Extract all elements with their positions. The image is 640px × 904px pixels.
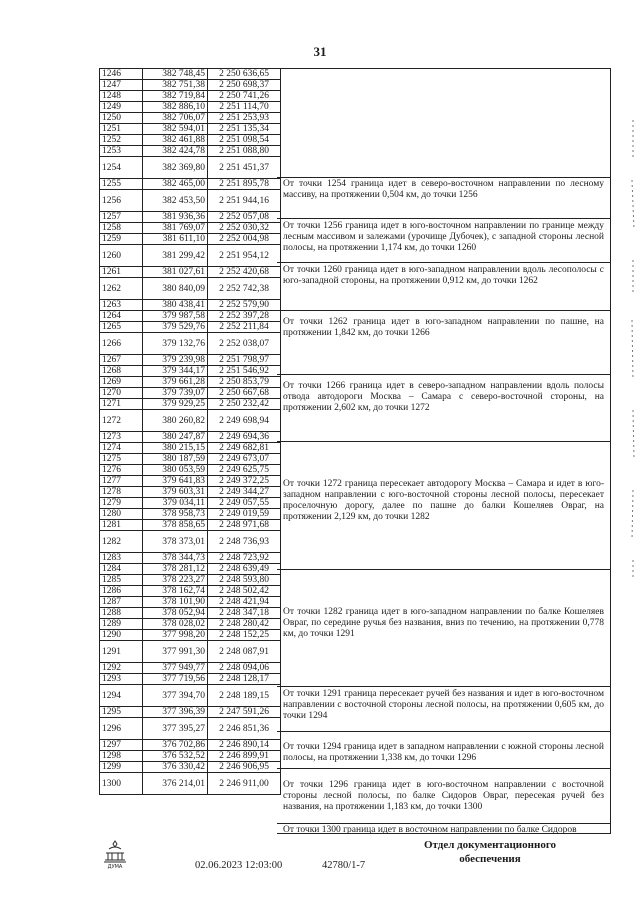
coord-x: 382 719,84	[143, 91, 208, 102]
coord-x: 376 330,42	[143, 762, 208, 773]
table-row	[100, 685, 281, 707]
table-row	[100, 773, 281, 795]
coord-x: 377 998,20	[143, 630, 208, 641]
point-number: 1246	[100, 69, 143, 80]
coord-y: 2 252 038,07	[208, 333, 281, 355]
coord-y: 2 251 088,80	[208, 146, 281, 157]
row-separator	[277, 310, 610, 311]
coord-y: 2 249 625,75	[208, 465, 281, 476]
coord-x: 379 344,17	[143, 366, 208, 377]
coord-x: 381 611,10	[143, 234, 208, 245]
coord-x: 377 991,30	[143, 641, 208, 663]
coord-x: 378 052,94	[143, 608, 208, 619]
point-number: 1250	[100, 113, 143, 124]
point-number: 1275	[100, 454, 143, 465]
coord-y: 2 246 911,00	[208, 773, 281, 795]
point-number: 1252	[100, 135, 143, 146]
coord-x: 378 958,73	[143, 509, 208, 520]
table-row	[100, 124, 281, 135]
table-row	[100, 377, 281, 388]
coord-x: 381 769,07	[143, 223, 208, 234]
coord-y: 2 249 694,36	[208, 432, 281, 443]
table-row	[100, 619, 281, 630]
point-number: 1282	[100, 531, 143, 553]
table-row	[100, 487, 281, 498]
coord-x: 380 215,15	[143, 443, 208, 454]
table-row	[100, 212, 281, 223]
duma-logo-icon	[102, 840, 128, 870]
coord-y: 2 251 098,54	[208, 135, 281, 146]
point-number: 1266	[100, 333, 143, 355]
coord-x: 380 247,87	[143, 432, 208, 443]
coord-y: 2 249 673,07	[208, 454, 281, 465]
table-row	[100, 509, 281, 520]
point-number: 1271	[100, 399, 143, 410]
coord-x: 380 840,09	[143, 278, 208, 300]
row-separator	[277, 768, 610, 769]
point-number: 1258	[100, 223, 143, 234]
coord-x: 382 751,38	[143, 80, 208, 91]
coord-x: 380 260,82	[143, 410, 208, 432]
row-separator	[277, 218, 610, 219]
table-row	[100, 641, 281, 663]
table-row	[100, 91, 281, 102]
coord-x: 378 223,27	[143, 575, 208, 586]
coord-x: 379 529,76	[143, 322, 208, 333]
table-row	[100, 674, 281, 685]
coord-x: 382 461,88	[143, 135, 208, 146]
coord-y: 2 248 152,25	[208, 630, 281, 641]
logo-text: ДУМА	[107, 864, 123, 870]
page-number: 31	[313, 44, 327, 59]
coord-x: 378 281,12	[143, 564, 208, 575]
table-row	[100, 575, 281, 586]
coord-y: 2 248 347,18	[208, 608, 281, 619]
table-row	[100, 179, 281, 190]
point-number: 1263	[100, 300, 143, 311]
table-row	[100, 157, 281, 179]
point-number: 1247	[100, 80, 143, 91]
table-row	[100, 531, 281, 553]
point-number: 1295	[100, 707, 143, 718]
boundary-description: От точки 1291 граница пересекает ручей без названия и идет в юго-восточном направлении с восточной стороны лесной полосы, на протяжении 0,605 км, до точки 1294	[283, 689, 604, 721]
coord-x: 380 187,59	[143, 454, 208, 465]
table-row	[100, 234, 281, 245]
row-separator	[277, 374, 610, 375]
coord-y: 2 246 899,91	[208, 751, 281, 762]
table-row	[100, 630, 281, 641]
point-number: 1273	[100, 432, 143, 443]
description-column	[277, 68, 611, 834]
table-row	[100, 135, 281, 146]
coord-y: 2 250 667,68	[208, 388, 281, 399]
coord-y: 2 248 087,91	[208, 641, 281, 663]
coord-x: 380 438,41	[143, 300, 208, 311]
coord-x: 382 706,07	[143, 113, 208, 124]
coord-x: 379 034,11	[143, 498, 208, 509]
coord-x: 382 369,80	[143, 157, 208, 179]
coord-y: 2 250 741,26	[208, 91, 281, 102]
point-number: 1251	[100, 124, 143, 135]
table-row	[100, 586, 281, 597]
coord-y: 2 251 546,92	[208, 366, 281, 377]
coord-y: 2 250 698,37	[208, 80, 281, 91]
coord-y: 2 248 421,94	[208, 597, 281, 608]
coord-y: 2 252 420,68	[208, 267, 281, 278]
coord-y: 2 249 019,59	[208, 509, 281, 520]
table-row	[100, 366, 281, 377]
stamp-line-1: Отдел документационного	[423, 839, 557, 851]
coord-x: 382 748,45	[143, 69, 208, 80]
table-row	[100, 564, 281, 575]
point-number: 1297	[100, 740, 143, 751]
point-number: 1267	[100, 355, 143, 366]
table-row	[100, 311, 281, 322]
table-row	[100, 333, 281, 355]
point-number: 1278	[100, 487, 143, 498]
coord-y: 2 246 890,14	[208, 740, 281, 751]
boundary-description: От точки 1272 граница пересекает автодорогу Москва – Самара и идет в юго-западном направлении с юго-восточной стороны лесной полосы, пересекает проселочную дорогу, далее по пашне до балки Кошеляев Овраг, на протяжении 2,129 км, до точки 1282	[283, 479, 604, 522]
coord-y: 2 247 591,26	[208, 707, 281, 718]
table-row	[100, 476, 281, 487]
table-row	[100, 190, 281, 212]
point-number: 1261	[100, 267, 143, 278]
point-number: 1298	[100, 751, 143, 762]
coord-y: 2 248 128,17	[208, 674, 281, 685]
point-number: 1290	[100, 630, 143, 641]
point-number: 1292	[100, 663, 143, 674]
point-number: 1264	[100, 311, 143, 322]
boundary-description: От точки 1260 граница идет в юго-западном направлении вдоль лесополосы с юго-западной стороны, на протяжении 0,912 км, до точки 1262	[283, 265, 604, 286]
coord-y: 2 252 030,32	[208, 223, 281, 234]
table-row	[100, 608, 281, 619]
coord-y: 2 248 094,06	[208, 663, 281, 674]
coord-x: 379 603,31	[143, 487, 208, 498]
point-number: 1262	[100, 278, 143, 300]
point-number: 1260	[100, 245, 143, 267]
point-number: 1249	[100, 102, 143, 113]
point-number: 1265	[100, 322, 143, 333]
point-number: 1284	[100, 564, 143, 575]
table-row	[100, 245, 281, 267]
table-row	[100, 740, 281, 751]
coord-y: 2 252 211,84	[208, 322, 281, 333]
coord-x: 381 027,61	[143, 267, 208, 278]
coord-x: 379 661,28	[143, 377, 208, 388]
table-row	[100, 146, 281, 157]
coord-x: 379 641,83	[143, 476, 208, 487]
row-separator	[277, 177, 610, 178]
margin-marks	[630, 120, 636, 580]
point-number: 1296	[100, 718, 143, 740]
coord-y: 2 252 004,98	[208, 234, 281, 245]
coord-y: 2 248 189,15	[208, 685, 281, 707]
table-row	[100, 707, 281, 718]
table-row	[100, 454, 281, 465]
coord-y: 2 248 502,42	[208, 586, 281, 597]
table-row	[100, 278, 281, 300]
coord-x: 379 987,58	[143, 311, 208, 322]
table-row	[100, 355, 281, 366]
boundary-description: От точки 1300 граница идет в восточном направлении по балке Сидоров	[283, 825, 577, 835]
point-number: 1279	[100, 498, 143, 509]
point-number: 1274	[100, 443, 143, 454]
point-number: 1257	[100, 212, 143, 223]
table-row	[100, 300, 281, 311]
row-separator	[277, 441, 610, 442]
coord-x: 377 395,27	[143, 718, 208, 740]
point-number: 1294	[100, 685, 143, 707]
point-number: 1253	[100, 146, 143, 157]
coord-y: 2 250 636,65	[208, 69, 281, 80]
coord-y: 2 251 253,93	[208, 113, 281, 124]
coord-y: 2 249 372,25	[208, 476, 281, 487]
table-row	[100, 597, 281, 608]
point-number: 1272	[100, 410, 143, 432]
coord-y: 2 252 397,28	[208, 311, 281, 322]
boundary-description: От точки 1262 граница идет в юго-западном направлении по пашне, на протяжении 1,842 км, до точки 1266	[283, 317, 604, 338]
point-number: 1291	[100, 641, 143, 663]
table-row	[100, 322, 281, 333]
coord-x: 379 929,25	[143, 399, 208, 410]
coord-y: 2 252 057,08	[208, 212, 281, 223]
coord-y: 2 251 798,97	[208, 355, 281, 366]
coord-x: 377 394,70	[143, 685, 208, 707]
coord-y: 2 249 344,27	[208, 487, 281, 498]
boundary-description: От точки 1294 граница идет в западном направлении с южной стороны лесной полосы, на протяжении 1,338 км, до точки 1296	[283, 742, 604, 763]
point-number: 1283	[100, 553, 143, 564]
point-number: 1288	[100, 608, 143, 619]
coord-y: 2 248 639,49	[208, 564, 281, 575]
coord-y: 2 248 971,68	[208, 520, 281, 531]
coord-y: 2 249 682,81	[208, 443, 281, 454]
point-number: 1277	[100, 476, 143, 487]
coord-x: 377 949,77	[143, 663, 208, 674]
point-number: 1259	[100, 234, 143, 245]
coord-y: 2 251 114,70	[208, 102, 281, 113]
coord-y: 2 251 944,16	[208, 190, 281, 212]
point-number: 1281	[100, 520, 143, 531]
coord-x: 378 858,65	[143, 520, 208, 531]
table-row	[100, 432, 281, 443]
row-separator	[277, 262, 610, 263]
coordinates-table	[99, 68, 281, 795]
coord-x: 378 162,74	[143, 586, 208, 597]
row-separator	[277, 686, 610, 687]
coord-x: 378 028,02	[143, 619, 208, 630]
row-separator	[277, 569, 610, 570]
coord-y: 2 249 057,55	[208, 498, 281, 509]
coord-x: 378 373,01	[143, 531, 208, 553]
boundary-description: От точки 1256 граница идет в юго-восточном направлении по границе между лесным массивом и залежами (урочище Дубочек), с западной стороны лесной полосы, на протяжении 1,174 км, до точки 1260	[283, 221, 604, 253]
table-row	[100, 553, 281, 564]
table-row	[100, 223, 281, 234]
table-row	[100, 388, 281, 399]
coord-x: 382 886,10	[143, 102, 208, 113]
boundary-description: От точки 1266 граница идет в северо-западном направлении вдоль полосы отвода автодороги Москва – Самара с северо-восточной стороны, на протяжении 2,602 км, до точки 1272	[283, 381, 604, 413]
department-stamp	[405, 838, 575, 866]
coord-y: 2 250 232,42	[208, 399, 281, 410]
row-separator	[277, 731, 610, 732]
coord-y: 2 246 851,36	[208, 718, 281, 740]
coord-x: 382 594,01	[143, 124, 208, 135]
table-row	[100, 267, 281, 278]
table-row	[100, 498, 281, 509]
coord-y: 2 250 853,79	[208, 377, 281, 388]
coord-x: 382 424,78	[143, 146, 208, 157]
coord-y: 2 249 698,94	[208, 410, 281, 432]
coord-y: 2 251 954,12	[208, 245, 281, 267]
coord-x: 380 053,59	[143, 465, 208, 476]
footer-date: 02.06.2023 12:03:00	[195, 860, 283, 871]
point-number: 1286	[100, 586, 143, 597]
coord-y: 2 248 593,80	[208, 575, 281, 586]
coord-y: 2 251 135,34	[208, 124, 281, 135]
coord-x: 376 532,52	[143, 751, 208, 762]
coord-x: 381 936,36	[143, 212, 208, 223]
table-row	[100, 113, 281, 124]
table-row	[100, 663, 281, 674]
point-number: 1270	[100, 388, 143, 399]
point-number: 1269	[100, 377, 143, 388]
point-number: 1285	[100, 575, 143, 586]
point-number: 1287	[100, 597, 143, 608]
coord-y: 2 252 579,90	[208, 300, 281, 311]
point-number: 1293	[100, 674, 143, 685]
coord-x: 381 299,42	[143, 245, 208, 267]
coord-x: 382 453,50	[143, 190, 208, 212]
coord-y: 2 248 723,92	[208, 553, 281, 564]
footer-code: 42780/1-7	[322, 860, 366, 871]
coord-x: 379 132,76	[143, 333, 208, 355]
coord-y: 2 251 451,37	[208, 157, 281, 179]
coord-x: 378 344,73	[143, 553, 208, 564]
row-separator	[277, 823, 610, 824]
coord-x: 377 719,56	[143, 674, 208, 685]
boundary-description: От точки 1282 граница идет в юго-западном направлении по балке Кошеляев Овраг, по середине ручья без названия, вниз по течению, на протяжении 0,778 км, до точки 1291	[283, 607, 604, 639]
table-row	[100, 465, 281, 476]
table-row	[100, 102, 281, 113]
table-row	[100, 520, 281, 531]
table-row	[100, 718, 281, 740]
point-number: 1254	[100, 157, 143, 179]
point-number: 1248	[100, 91, 143, 102]
point-number: 1280	[100, 509, 143, 520]
boundary-description: От точки 1296 граница идет в юго-восточном направлении с восточной стороны лесной полосы, по балке Сидоров Овраг, пересекая ручей без названия, на протяжении 1,183 км, до точки 1300	[283, 780, 604, 812]
point-number: 1255	[100, 179, 143, 190]
point-number: 1276	[100, 465, 143, 476]
coord-x: 382 465,00	[143, 179, 208, 190]
point-number: 1299	[100, 762, 143, 773]
coord-y: 2 252 742,38	[208, 278, 281, 300]
coord-y: 2 251 895,78	[208, 179, 281, 190]
point-number: 1256	[100, 190, 143, 212]
table-row	[100, 399, 281, 410]
table-row	[100, 410, 281, 432]
coord-y: 2 248 736,93	[208, 531, 281, 553]
stamp-line-2: обеспечения	[459, 853, 521, 865]
coord-x: 377 396,39	[143, 707, 208, 718]
table-row	[100, 751, 281, 762]
boundary-description: От точки 1254 граница идет в северо-восточном направлении по лесному массиву, на протяжении 0,504 км, до точки 1256	[283, 179, 604, 200]
coord-x: 378 101,90	[143, 597, 208, 608]
table-row	[100, 443, 281, 454]
coord-x: 376 702,86	[143, 740, 208, 751]
point-number: 1289	[100, 619, 143, 630]
coord-x: 376 214,01	[143, 773, 208, 795]
coord-y: 2 246 906,95	[208, 762, 281, 773]
coord-x: 379 739,07	[143, 388, 208, 399]
point-number: 1300	[100, 773, 143, 795]
table-row	[100, 80, 281, 91]
table-row	[100, 69, 281, 80]
coord-x: 379 239,98	[143, 355, 208, 366]
table-row	[100, 762, 281, 773]
point-number: 1268	[100, 366, 143, 377]
coord-y: 2 248 280,42	[208, 619, 281, 630]
